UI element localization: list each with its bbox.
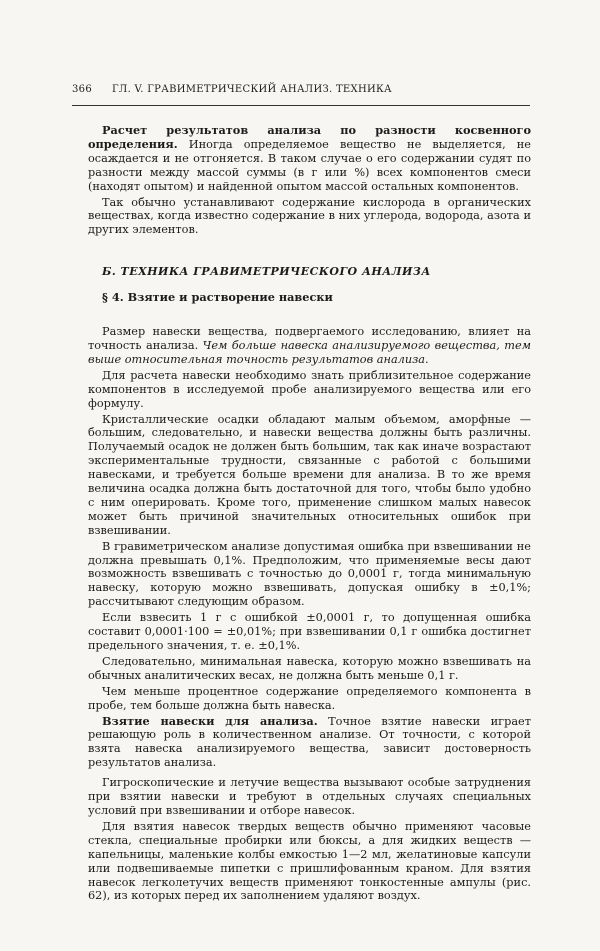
- page-number: 366: [72, 84, 92, 95]
- paragraph-taking-sample: [88, 715, 531, 771]
- paragraph-sample-size: [88, 325, 531, 367]
- running-title: ГЛ. V. ГРАВИМЕТРИЧЕСКИЙ АНАЛИЗ. ТЕХНИКА: [112, 84, 392, 95]
- paragraph-lead: Взятие навески для анализа.: [102, 713, 318, 728]
- paragraph-oxygen: Так обычно устанавливают содержание кислорода в органических веществах, когда известно содержание в них углерода, водорода, азота и других элементов.: [88, 195, 531, 237]
- page-body: [88, 124, 531, 905]
- paragraph-indirect-calculation: [88, 124, 531, 194]
- paragraph-heading: § 4. Взятие и растворение навески: [102, 290, 333, 305]
- header-rule: [72, 105, 530, 106]
- paragraph-hygroscopic: Гигроскопические и летучие вещества вызывают особые затруднения при взятии навески и требуют в отдельных случаях специальных условий при взвешивании и отборе навесок.: [88, 776, 531, 817]
- paragraph-text: Иногда определяемое вещество не выделяется, не осаждается и не отгоняется. В таком случае о его содержании судят по разности между массой суммы (в г или %) всех компонентов смеси (находят опытом) и найденной опытом массой остальных компонентов.: [88, 137, 531, 193]
- paragraph-lead: Расчет результатов анализа по разности косвенного определения.: [88, 123, 531, 151]
- paragraph-text: Размер навески вещества, подвергаемого исследованию, влияет на точность анализа.: [88, 325, 531, 352]
- section-title: Б. ТЕХНИКА ГРАВИМЕТРИЧЕСКОГО АНАЛИЗА: [102, 265, 431, 279]
- running-header: [72, 84, 542, 95]
- paragraph-example: Если взвесить 1 г с ошибкой ±0,0001 г, то допущенная ошибка составит 0,0001·100 = ±0,01%; при взвешивании 0,1 г ошибка достигнет предельного значения, т. е. ±0,1%.: [88, 611, 531, 652]
- paragraph-error: В гравиметрическом анализе допустимая ошибка при взвешивании не должна превышать 0,1%. Предположим, что применяемые весы дают возможность взвешивать с точностью до 0,0001 г, тогда минимальную навеску, которую можно взвешивать, допуская ошибку в ±0,1%; рассчитывают следующим образом.: [88, 539, 531, 609]
- paragraph-vessels: Для взятия навесок твердых веществ обычно применяют часовые стекла, специальные пробирки или бюксы, а для жидких веществ — капельницы, маленькие колбы емкостью 1—2 мл, желатиновые капсули или подвешиваемые пипетки с пришлифованным краном. Для взятия навесок легколетучих веществ применяют тонкостенные ампулы (рис. 62), из которых перед их заполнением удаляют воздух.: [88, 819, 531, 903]
- paragraph-minimum: Следовательно, минимальная навеска, которую можно взвешивать на обычных аналитических весах, не должна быть меньше 0,1 г.: [88, 654, 531, 682]
- paragraph-text: Точное взятие навески играет решающую роль в количественном анализе. От точности, с которой взята навеска анализируемого вещества, зависит достоверность результатов анализа.: [88, 714, 531, 770]
- paragraph-crystalline: Кристаллические осадки обладают малым объемом, аморфные — большим, следовательно, и навески вещества должны быть различны. Получаемый осадок не должен быть большим, так как иначе возрастают экспериментальные трудности, связанные с работой с большими навесками, и требуется больше времени для анализа. В то же время величина осадка должна быть достаточной для того, чтобы было удобно с ним оперировать. Кроме того, применение слишком малых навесок может быть причиной значительных относительных ошибок при взвешивании.: [88, 412, 531, 537]
- paragraph-italic-rule: Чем больше навеска анализируемого вещества, тем выше относительная точность результатов анализа.: [88, 338, 532, 366]
- paragraph-calculation: Для расчета навески необходимо знать приблизительное содержание компонентов в исследуемой пробе анализируемого вещества или его формулу.: [88, 368, 531, 410]
- paragraph-percentage: Чем меньше процентное содержание определяемого компонента в пробе, тем больше должна быть навеска.: [88, 684, 531, 712]
